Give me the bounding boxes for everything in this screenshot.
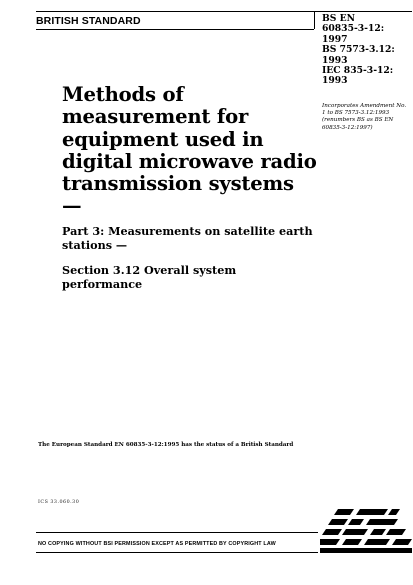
title-line: measurement for <box>62 105 249 129</box>
ref-line: 1993 <box>322 75 348 87</box>
ref-line: 60835-3-12: <box>322 23 385 35</box>
header-bottom-rule <box>36 29 314 30</box>
title-line: transmission systems — <box>62 172 294 218</box>
ref-line: BS 7573-3.12: <box>322 44 395 56</box>
footer-rule-top <box>36 532 318 533</box>
header-top-rule <box>36 11 412 12</box>
title-line: equipment used in <box>62 127 264 151</box>
ref-line: 1997 <box>322 33 348 45</box>
standard-references <box>322 14 412 87</box>
title-line: digital microwave radio <box>62 149 317 173</box>
document-title <box>62 84 317 218</box>
ref-line: 1993 <box>322 54 348 66</box>
ref-line: BS EN <box>322 13 355 24</box>
section-title: Section 3.12 Overall system performance <box>62 263 237 291</box>
ics-code: ICS 33.060.30 <box>38 500 80 505</box>
footer-rule-bottom <box>36 552 318 553</box>
standard-status-note: The European Standard EN 60835-3-12:1995 has the status of a British Standard <box>38 442 294 448</box>
header-label: BRITISH STANDARD <box>36 15 141 27</box>
side-column-divider <box>314 11 315 29</box>
bsi-logo <box>320 503 412 553</box>
title-line: Methods of <box>62 83 184 106</box>
ref-line: IEC 835-3-12: <box>322 65 394 77</box>
copyright-notice: NO COPYING WITHOUT BSI PERMISSION EXCEPT AS PERMITTED BY COPYRIGHT LAW <box>38 541 276 547</box>
amendment-note: Incorporates Amendment No. 1 to BS 7573-3.12:1993 (renumbers BS as BS EN 60835-3-12:1997) <box>322 103 407 131</box>
part-title: Part 3: Measurements on satellite earth stations — <box>62 224 313 252</box>
